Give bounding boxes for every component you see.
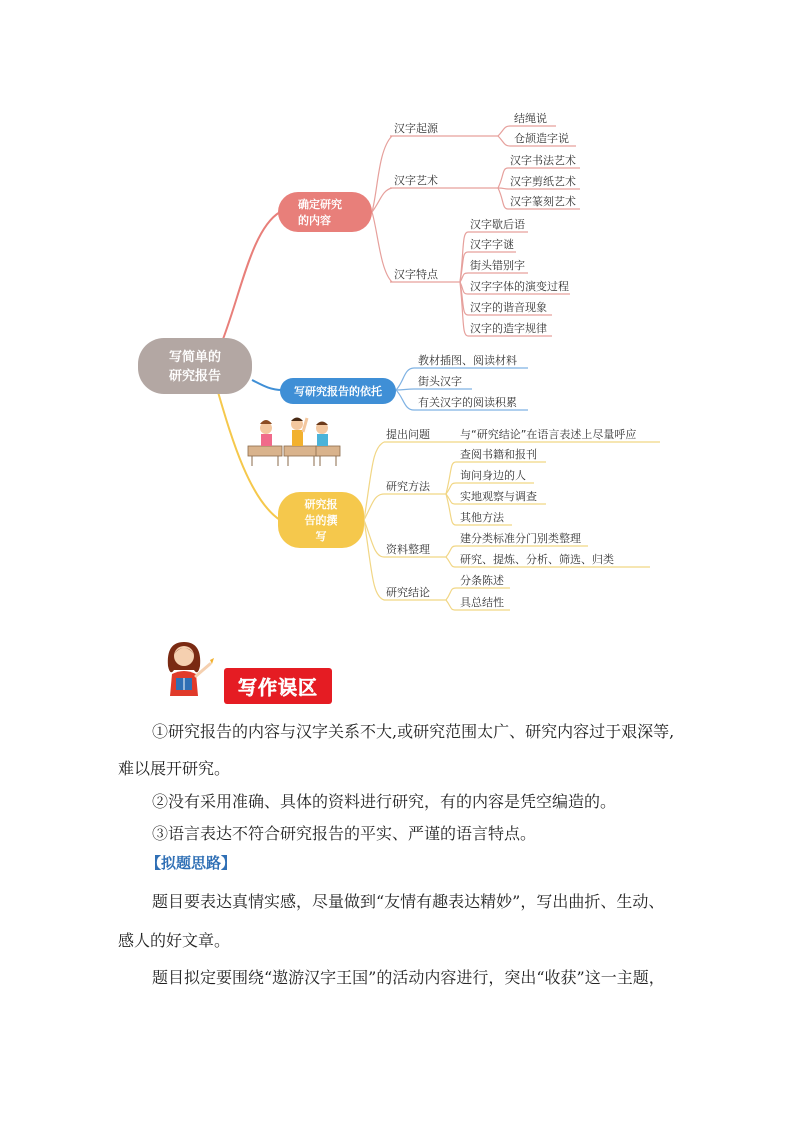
root-node	[138, 338, 252, 394]
root-label-2: 研究报告	[168, 369, 222, 384]
b2-item: 有关汉字的阅读积累	[418, 396, 517, 409]
branch3-label-2: 告的撰	[304, 514, 338, 527]
root-to-branch2-line	[252, 380, 282, 390]
b3-group-conclusion: 研究结论	[386, 586, 430, 599]
b3-item: 建分类标准分门别类整理	[460, 532, 581, 545]
b2-item: 教材插图、阅读材料	[418, 354, 517, 367]
root-label-1: 写简单的	[168, 350, 222, 365]
b1-item: 汉字字谜	[470, 238, 514, 251]
teacher-icon	[160, 636, 216, 698]
b3-group-question: 提出问题	[386, 428, 430, 441]
b1-item: 汉字剪纸艺术	[510, 175, 576, 188]
b1-group-art: 汉字艺术	[394, 174, 438, 187]
b1-group-origin: 汉字起源	[394, 122, 438, 135]
b3-item: 实地观察与调查	[460, 490, 537, 503]
b3-group-method: 研究方法	[386, 480, 430, 493]
b3-item: 查阅书籍和报刊	[460, 448, 537, 461]
thinking-2-line-1: 题目拟定要围绕“遨游汉字王国”的活动内容进行，突出“收获”这一主题，	[152, 968, 665, 987]
writing-mistakes-banner	[224, 668, 332, 704]
root-to-branch1-line	[218, 212, 280, 352]
b1-item: 仓颉造字说	[514, 132, 569, 145]
branch1-label-2: 的内容	[298, 214, 331, 227]
b3-item: 询问身边的人	[460, 469, 526, 482]
classroom-illustration	[248, 418, 340, 467]
section-heading: 【拟题思路】	[146, 854, 237, 872]
b1-item: 街头错别字	[470, 259, 525, 272]
b2-item: 街头汉字	[418, 375, 462, 388]
b1-item: 汉字书法艺术	[510, 154, 576, 167]
banner-label: 写作误区	[237, 676, 318, 699]
b1-item: 汉字的谐音现象	[470, 301, 547, 314]
branch3-label-1: 研究报	[304, 498, 338, 511]
thinking-1-line-1: 题目要表达真情实感，尽量做到“友情有趣表达精妙”，写出曲折、生动、	[152, 892, 665, 911]
b3-item: 研究、提炼、分析、筛选、归类	[460, 553, 614, 566]
b3-item: 具总结性	[460, 596, 504, 609]
mistake-2: ②没有采用准确、具体的资料进行研究，有的内容是凭空编造的。	[152, 792, 617, 811]
b3-item: 分条陈述	[460, 574, 504, 587]
b1-group-features: 汉字特点	[394, 268, 438, 281]
mistake-3: ③语言表达不符合研究报告的平实、严谨的语言特点。	[152, 824, 537, 843]
b3-item: 其他方法	[460, 511, 504, 524]
b1-item: 汉字的造字规律	[470, 322, 547, 335]
thinking-1-line-2: 感人的好文章。	[118, 931, 231, 950]
mistake-1-line-2: 难以展开研究。	[118, 759, 231, 778]
branch2-label: 写研究报告的依托	[294, 385, 382, 398]
b1-item: 汉字篆刻艺术	[510, 195, 576, 208]
b3-item: 与“研究结论”在语言表述上尽量呼应	[460, 428, 637, 441]
b3-group-material: 资料整理	[386, 543, 430, 556]
b1-item: 结绳说	[514, 112, 547, 125]
branch1-label-1: 确定研究	[298, 198, 342, 211]
mistake-1-line-1: ①研究报告的内容与汉字关系不大,或研究范围太广、研究内容过于艰深等,	[152, 722, 675, 741]
branch3-label-3: 写	[315, 530, 327, 543]
b1-item: 汉字歇后语	[470, 218, 525, 231]
b1-item: 汉字字体的演变过程	[470, 280, 569, 293]
